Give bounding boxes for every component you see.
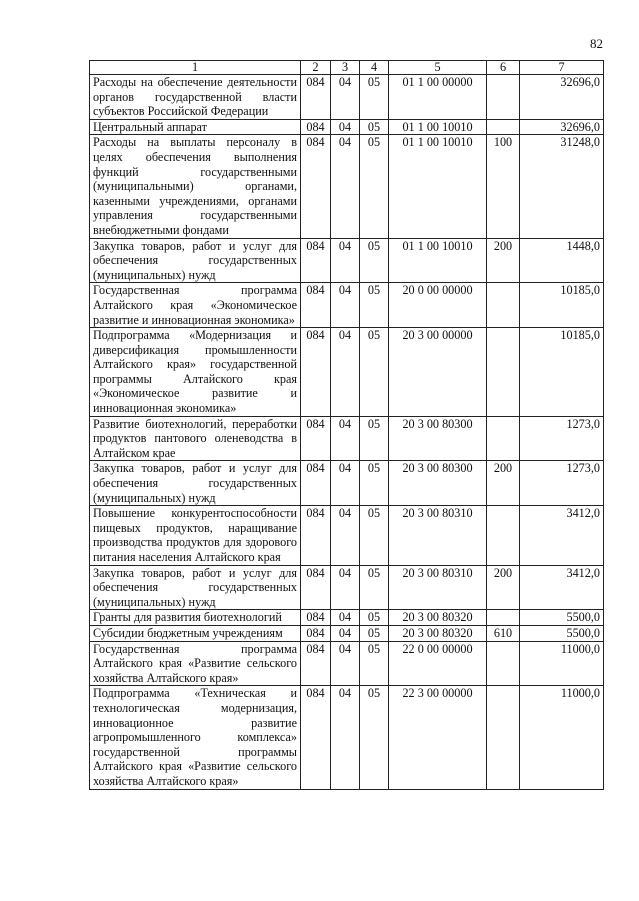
row-rz-cell: 04 [331, 135, 360, 238]
row-sum-cell: 10185,0 [520, 328, 604, 417]
row-csr-cell: 20 3 00 00000 [389, 328, 487, 417]
row-name-cell: Гранты для развития биотехнологий [90, 610, 301, 626]
table-row [90, 625, 604, 641]
row-rz-cell: 04 [331, 461, 360, 506]
row-gr-cell: 084 [301, 610, 331, 626]
row-pr-cell: 05 [360, 238, 389, 283]
row-vr-cell: 100 [487, 135, 520, 238]
row-pr-cell: 05 [360, 461, 389, 506]
row-vr-cell: 610 [487, 625, 520, 641]
row-sum-cell: 1273,0 [520, 461, 604, 506]
row-gr-cell: 084 [301, 119, 331, 135]
row-rz-cell: 04 [331, 506, 360, 565]
row-pr-cell: 05 [360, 328, 389, 417]
table-row [90, 686, 604, 789]
row-vr-cell [487, 506, 520, 565]
row-vr-cell: 200 [487, 238, 520, 283]
row-vr-cell [487, 641, 520, 686]
row-vr-cell: 200 [487, 565, 520, 610]
row-csr-cell: 01 1 00 10010 [389, 119, 487, 135]
row-vr-cell [487, 75, 520, 120]
row-vr-cell [487, 416, 520, 461]
row-pr-cell: 05 [360, 610, 389, 626]
table-row [90, 75, 604, 120]
row-csr-cell: 20 3 00 80310 [389, 506, 487, 565]
row-vr-cell [487, 283, 520, 328]
table-row [90, 328, 604, 417]
row-gr-cell: 084 [301, 328, 331, 417]
row-vr-cell [487, 610, 520, 626]
row-name-cell: Повышение конкурентоспособности пищевых продуктов, наращивание производства продуктов для здорового питания населения Алтайского края [90, 506, 301, 565]
table-row [90, 565, 604, 610]
row-csr-cell: 22 3 00 00000 [389, 686, 487, 789]
column-header: 7 [520, 61, 604, 75]
row-sum-cell: 32696,0 [520, 75, 604, 120]
header-row [90, 61, 604, 75]
row-sum-cell: 1273,0 [520, 416, 604, 461]
row-csr-cell: 20 3 00 80300 [389, 416, 487, 461]
row-csr-cell: 20 3 00 80320 [389, 610, 487, 626]
row-gr-cell: 084 [301, 416, 331, 461]
row-rz-cell: 04 [331, 416, 360, 461]
table-row [90, 641, 604, 686]
column-header: 4 [360, 61, 389, 75]
row-rz-cell: 04 [331, 328, 360, 417]
row-gr-cell: 084 [301, 75, 331, 120]
row-rz-cell: 04 [331, 119, 360, 135]
table-row [90, 135, 604, 238]
row-name-cell: Подпрограмма «Техническая и технологическая модернизация, инновационное развитие агропромышленного комплекса» государственной программы Алтайского края «Развитие сельского хозяйства Алтайского края» [90, 686, 301, 789]
row-rz-cell: 04 [331, 238, 360, 283]
row-gr-cell: 084 [301, 641, 331, 686]
row-sum-cell: 11000,0 [520, 641, 604, 686]
row-vr-cell [487, 328, 520, 417]
row-pr-cell: 05 [360, 416, 389, 461]
row-pr-cell: 05 [360, 283, 389, 328]
row-sum-cell: 31248,0 [520, 135, 604, 238]
column-header: 6 [487, 61, 520, 75]
row-rz-cell: 04 [331, 283, 360, 328]
row-pr-cell: 05 [360, 119, 389, 135]
row-gr-cell: 084 [301, 686, 331, 789]
row-rz-cell: 04 [331, 610, 360, 626]
row-pr-cell: 05 [360, 641, 389, 686]
row-csr-cell: 20 0 00 00000 [389, 283, 487, 328]
row-name-cell: Государственная программа Алтайского края «Развитие сельского хозяйства Алтайского края» [90, 641, 301, 686]
row-name-cell: Подпрограмма «Модернизация и диверсификация промышленности Алтайского края» государственной программы Алтайского края «Экономическое развитие и инновационная экономика» [90, 328, 301, 417]
row-name-cell: Государственная программа Алтайского края «Экономическое развитие и инновационная экономика» [90, 283, 301, 328]
row-gr-cell: 084 [301, 506, 331, 565]
table-row [90, 119, 604, 135]
row-pr-cell: 05 [360, 506, 389, 565]
row-csr-cell: 22 0 00 00000 [389, 641, 487, 686]
table-row [90, 416, 604, 461]
row-sum-cell: 5500,0 [520, 610, 604, 626]
budget-table [89, 60, 604, 790]
row-name-cell: Субсидии бюджетным учреждениям [90, 625, 301, 641]
table-row [90, 506, 604, 565]
table-row [90, 610, 604, 626]
row-rz-cell: 04 [331, 641, 360, 686]
row-sum-cell: 11000,0 [520, 686, 604, 789]
row-rz-cell: 04 [331, 565, 360, 610]
column-header: 3 [331, 61, 360, 75]
table-row [90, 283, 604, 328]
row-csr-cell: 20 3 00 80310 [389, 565, 487, 610]
row-sum-cell: 3412,0 [520, 506, 604, 565]
column-header: 1 [90, 61, 301, 75]
page-number: 82 [590, 36, 603, 51]
row-csr-cell: 01 1 00 10010 [389, 135, 487, 238]
row-name-cell: Расходы на обеспечение деятельности органов государственной власти субъектов Российской Федерации [90, 75, 301, 120]
row-vr-cell: 200 [487, 461, 520, 506]
row-rz-cell: 04 [331, 686, 360, 789]
row-sum-cell: 3412,0 [520, 565, 604, 610]
row-name-cell: Центральный аппарат [90, 119, 301, 135]
row-csr-cell: 01 1 00 10010 [389, 238, 487, 283]
row-name-cell: Закупка товаров, работ и услуг для обеспечения государственных (муниципальных) нужд [90, 238, 301, 283]
row-rz-cell: 04 [331, 625, 360, 641]
row-gr-cell: 084 [301, 238, 331, 283]
table-row [90, 238, 604, 283]
column-header: 5 [389, 61, 487, 75]
row-pr-cell: 05 [360, 135, 389, 238]
row-vr-cell [487, 686, 520, 789]
row-gr-cell: 084 [301, 625, 331, 641]
row-gr-cell: 084 [301, 565, 331, 610]
row-sum-cell: 32696,0 [520, 119, 604, 135]
row-pr-cell: 05 [360, 565, 389, 610]
row-gr-cell: 084 [301, 283, 331, 328]
row-rz-cell: 04 [331, 75, 360, 120]
row-csr-cell: 01 1 00 00000 [389, 75, 487, 120]
column-header: 2 [301, 61, 331, 75]
row-sum-cell: 5500,0 [520, 625, 604, 641]
row-name-cell: Закупка товаров, работ и услуг для обеспечения государственных (муниципальных) нужд [90, 461, 301, 506]
row-csr-cell: 20 3 00 80320 [389, 625, 487, 641]
row-name-cell: Закупка товаров, работ и услуг для обеспечения государственных (муниципальных) нужд [90, 565, 301, 610]
row-gr-cell: 084 [301, 135, 331, 238]
row-pr-cell: 05 [360, 625, 389, 641]
row-sum-cell: 10185,0 [520, 283, 604, 328]
row-name-cell: Расходы на выплаты персоналу в целях обеспечения выполнения функций государственными (муниципальными) органами, казенными учреждениями, органами управления государственными внебюджетными фондами [90, 135, 301, 238]
row-pr-cell: 05 [360, 75, 389, 120]
row-pr-cell: 05 [360, 686, 389, 789]
row-gr-cell: 084 [301, 461, 331, 506]
table-row [90, 461, 604, 506]
row-sum-cell: 1448,0 [520, 238, 604, 283]
row-csr-cell: 20 3 00 80300 [389, 461, 487, 506]
row-name-cell: Развитие биотехнологий, переработки продуктов пантового оленеводства в Алтайском крае [90, 416, 301, 461]
row-vr-cell [487, 119, 520, 135]
